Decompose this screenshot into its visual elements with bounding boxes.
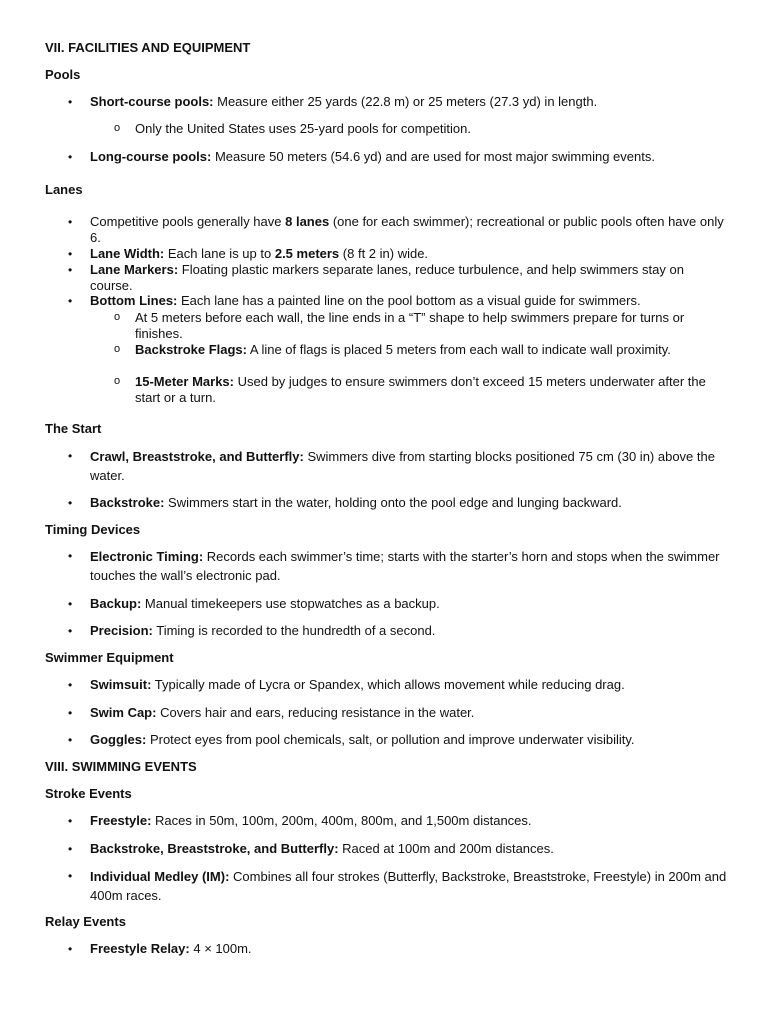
list-item-swimsuit: • Swimsuit: Typically made of Lycra or Spandex, which allows movement while reducing drag. <box>90 677 728 693</box>
lanes-heading: Lanes <box>45 182 83 197</box>
list-item-individual-medley: • Individual Medley (IM): Combines all four strokes (Butterfly, Backstroke, Breaststroke, Freestyle) in 200m and 400m races. <box>90 867 728 905</box>
list-item-backstroke-start: • Backstroke: Swimmers start in the water, holding onto the pool edge and lunging backward. <box>90 495 728 511</box>
section-7-title: VII. FACILITIES AND EQUIPMENT <box>45 40 251 55</box>
list-item-bottom-lines: • Bottom Lines: Each lane has a painted line on the pool bottom as a visual guide for swimmers. <box>90 293 728 309</box>
list-item-precision: • Precision: Timing is recorded to the hundredth of a second. <box>90 623 728 639</box>
sub-item-15-meter-marks: o 15-Meter Marks: Used by judges to ensure swimmers don’t exceed 15 meters underwater after the start or a turn. <box>135 374 723 406</box>
list-item-lane-count: • Competitive pools generally have 8 lanes (one for each swimmer); recreational or public pools often have only 6. <box>90 214 728 246</box>
list-item-goggles: • Goggles: Protect eyes from pool chemicals, salt, or pollution and improve underwater visibility. <box>90 732 728 748</box>
list-item-short-course: • Short-course pools: Measure either 25 yards (22.8 m) or 25 meters (27.3 yd) in length. <box>90 94 728 110</box>
list-item-backup-timing: • Backup: Manual timekeepers use stopwatches as a backup. <box>90 596 728 612</box>
start-heading: The Start <box>45 421 102 436</box>
list-item-electronic-timing: • Electronic Timing: Records each swimmer’s time; starts with the starter’s horn and stops when the swimmer touches the wall’s electronic pad. <box>90 547 728 585</box>
list-item-long-course: • Long-course pools: Measure 50 meters (54.6 yd) and are used for most major swimming events. <box>90 149 728 165</box>
equipment-heading: Swimmer Equipment <box>45 650 174 665</box>
list-item-lane-markers: • Lane Markers: Floating plastic markers separate lanes, reduce turbulence, and help swimmers stay on course. <box>90 262 728 294</box>
list-item-dive-start: • Crawl, Breaststroke, and Butterfly: Swimmers dive from starting blocks positioned 75 cm (30 in) above the water. <box>90 447 728 485</box>
list-item-swim-cap: • Swim Cap: Covers hair and ears, reducing resistance in the water. <box>90 705 728 721</box>
list-item-freestyle-relay: • Freestyle Relay: 4 × 100m. <box>90 941 728 957</box>
sub-item-t-shape: o At 5 meters before each wall, the line ends in a “T” shape to help swimmers prepare for turns or finishes. <box>135 310 723 342</box>
list-item-freestyle: • Freestyle: Races in 50m, 100m, 200m, 400m, 800m, and 1,500m distances. <box>90 813 728 829</box>
sub-item-us-pools: o Only the United States uses 25-yard pools for competition. <box>135 121 723 137</box>
stroke-events-heading: Stroke Events <box>45 786 132 801</box>
list-item-back-breast-fly: • Backstroke, Breaststroke, and Butterfly: Raced at 100m and 200m distances. <box>90 841 728 857</box>
timing-heading: Timing Devices <box>45 522 141 537</box>
list-item-lane-width: • Lane Width: Each lane is up to 2.5 meters (8 ft 2 in) wide. <box>90 246 728 262</box>
sub-item-backstroke-flags: o Backstroke Flags: A line of flags is placed 5 meters from each wall to indicate wall proximity. <box>135 342 723 358</box>
pools-heading: Pools <box>45 67 81 82</box>
section-8-title: VIII. SWIMMING EVENTS <box>45 759 197 774</box>
relay-events-heading: Relay Events <box>45 914 126 929</box>
